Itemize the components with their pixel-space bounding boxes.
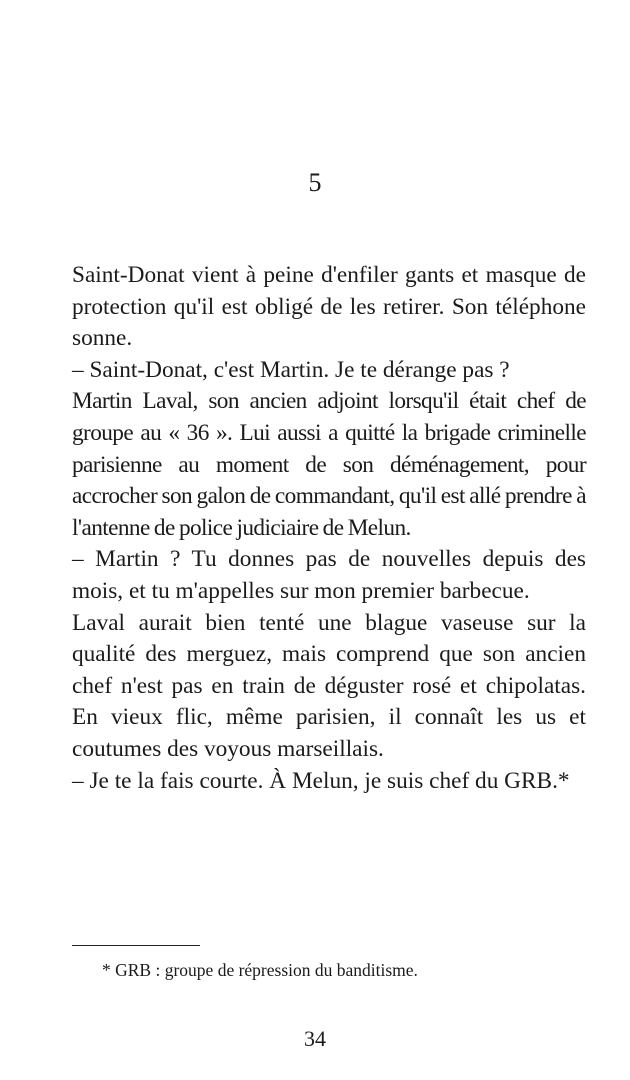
footnote: * GRB : groupe de répression du banditisme. (102, 960, 418, 980)
body-text (72, 260, 586, 797)
paragraph: Laval aurait bien tenté une blague vaseuse sur la qualité des merguez, mais comprend que son ancien chef n'est pas en train de déguster rosé et chipolatas. En vieux flic, même parisien, il connaît les us et coutumes des voyous marseillais. (72, 609, 586, 762)
chapter-number: 5 (308, 168, 322, 197)
paragraph: – Martin ? Tu donnes pas de nouvelles depuis des mois, et tu m'appelles sur mon premier barbecue. (72, 546, 586, 604)
page-number: 34 (304, 1026, 326, 1051)
paragraph: – Je te la fais courte. À Melun, je suis chef du GRB.* (72, 767, 570, 794)
paragraph: Martin Laval, son ancien adjoint lorsqu'il était chef de groupe au « 36 ». Lui aussi a quitté la brigade criminelle parisienne au moment de son déménagement, pour accrocher son galon de commandant, qu'il est allé prendre à l'antenne de police judiciaire de Melun. (72, 388, 586, 541)
paragraph: – Saint-Donat, c'est Martin. Je te dérange pas ? (72, 356, 510, 383)
footnote-divider (72, 945, 200, 946)
paragraph: Saint-Donat vient à peine d'enfiler gants et masque de protection qu'il est obligé de les retirer. Son téléphone sonne. (72, 262, 586, 352)
